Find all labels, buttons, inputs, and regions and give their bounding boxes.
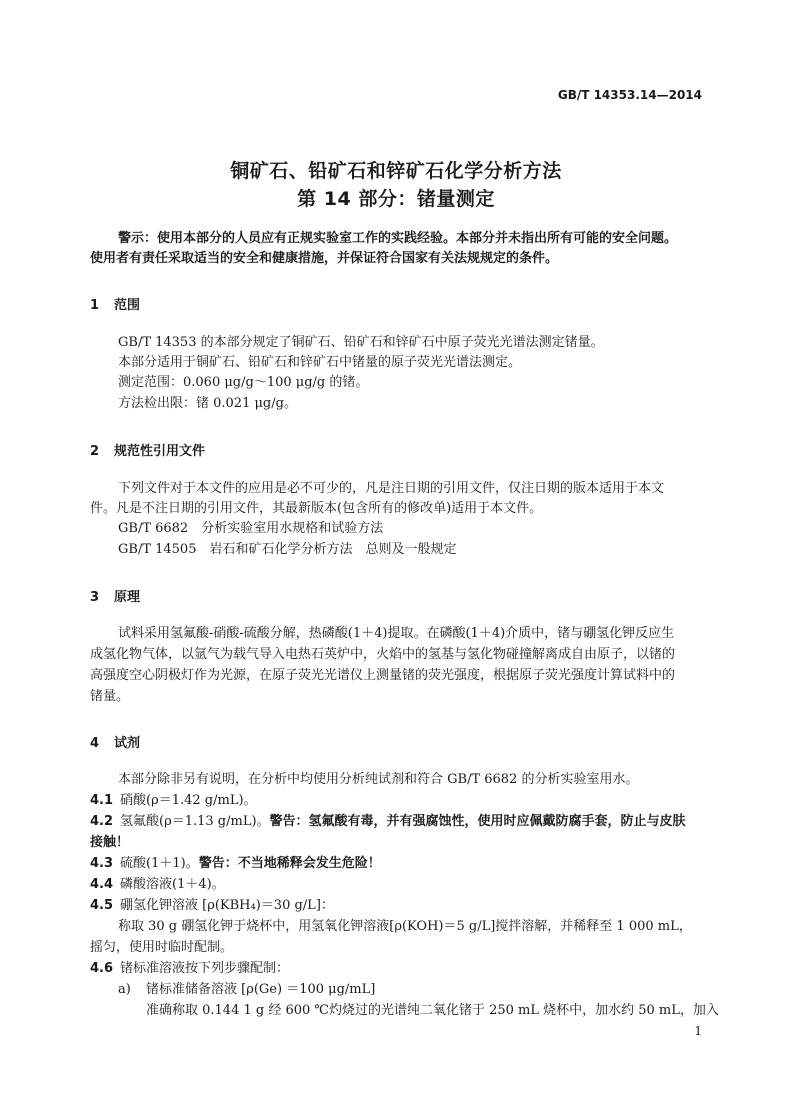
section-1-line1: GB/T 14353 的本部分规定了铜矿石、铅矿石和锌矿石中原子荧光光谱法测定锗量。 [118, 335, 604, 350]
clause-4-5 [90, 899, 334, 912]
standard-code: GB/T 14353.14—2014 [557, 88, 702, 102]
clause-4-6-text: 锗标准溶液按下列步骤配制： [120, 961, 290, 976]
section-1-number: 1 [90, 298, 100, 313]
section-2-line1: 下列文件对于本文件的应用是必不可少的，凡是注日期的引用文件，仅注日期的版本适用于本文 [118, 481, 665, 496]
section-4-intro: 本部分除非另有说明，在分析中均使用分析纯试剂和符合 GB/T 6682 的分析实验室用水。 [118, 772, 639, 787]
clause-4-6-a-line2: 准确称取 0.144 1 g 经 600 ℃灼烧过的光谱纯二氧化锗于 250 mL 烧杯中，加水约 50 mL，加入 [146, 1003, 719, 1018]
clause-4-6-a-label: a) [118, 982, 131, 997]
clause-4-6-a-text: 锗标准储备溶液 [ρ(Ge) ＝100 μg/mL] [146, 982, 376, 997]
clause-4-1-text: 硝酸(ρ＝1.42 g/mL)。 [120, 793, 257, 808]
section-2-title: 规范性引用文件 [114, 444, 206, 459]
clause-4-2-warning-cont: 接触！ [90, 835, 130, 850]
clause-4-4-number: 4.4 [90, 877, 114, 892]
section-3-number: 3 [90, 590, 100, 605]
clause-4-5-line3: 摇匀，使用时临时配制。 [90, 940, 234, 955]
section-1-line3: 测定范围：0.060 μg/g～100 μg/g 的锗。 [118, 375, 369, 390]
section-3-line4: 锗量。 [90, 689, 130, 704]
document-title-line1: 铜矿石、铅矿石和锌矿石化学分析方法 [230, 160, 562, 182]
section-3-heading [90, 586, 140, 605]
section-3-title: 原理 [114, 590, 141, 605]
clause-4-3 [90, 857, 381, 870]
section-2-line2: 件。凡是不注日期的引用文件，其最新版本(包含所有的修改单)适用于本文件。 [90, 501, 543, 516]
section-2-number: 2 [90, 444, 100, 459]
section-1-heading [90, 294, 140, 313]
section-2-heading [90, 440, 205, 459]
clause-4-5-number: 4.5 [90, 898, 114, 913]
clause-4-2-number: 4.2 [90, 814, 114, 829]
section-2-ref2: GB/T 14505 岩石和矿石化学分析方法 总则及一般规定 [118, 542, 457, 557]
clause-4-3-number: 4.3 [90, 856, 114, 871]
section-2-ref1: GB/T 6682 分析实验室用水规格和试验方法 [118, 521, 384, 536]
clause-4-4-text: 磷酸溶液(1＋4)。 [120, 877, 225, 892]
document-title-line2: 第 14 部分：锗量测定 [297, 188, 495, 210]
clause-4-3-text: 硫酸(1＋1)。 [120, 856, 199, 871]
section-1-line2: 本部分适用于铜矿石、铅矿石和锌矿石中锗量的原子荧光光谱法测定。 [118, 355, 522, 370]
clause-4-6-a [118, 983, 375, 996]
section-1-title: 范围 [114, 298, 141, 313]
clause-4-2 [90, 815, 686, 828]
clause-4-1-number: 4.1 [90, 793, 114, 808]
clause-4-4 [90, 878, 225, 891]
clause-4-2-warning: 警告：氢氟酸有毒，并有强腐蚀性，使用时应佩戴防腐手套，防止与皮肤 [269, 814, 686, 829]
section-3-line2: 成氢化物气体，以氩气为载气导入电热石英炉中，火焰中的氢基与氢化物碰撞解离成自由原子，以锗的 [90, 647, 676, 662]
section-1-line4: 方法检出限：锗 0.021 μg/g。 [118, 396, 297, 411]
section-3-line3: 高强度空心阴极灯作为光源，在原子荧光光谱仪上测量锗的荧光强度，根据原子荧光强度计算试料中的 [90, 668, 676, 683]
warning-line1: 警示：使用本部分的人员应有正规实验室工作的实践经验。本部分并未指出所有可能的安全问题。 [118, 231, 678, 246]
clause-4-1 [90, 794, 257, 807]
page-number: 1 [694, 1024, 702, 1038]
section-4-number: 4 [90, 736, 100, 751]
clause-4-3-warning: 警告：不当地稀释会发生危险！ [198, 856, 381, 871]
section-4-title: 试剂 [114, 736, 141, 751]
section-4-heading [90, 732, 140, 751]
clause-4-6-number: 4.6 [90, 961, 114, 976]
section-3-line1: 试料采用氢氟酸-硝酸-硫酸分解，热磷酸(1＋4)提取。在磷酸(1＋4)介质中，锗与硼氢化钾反应生 [118, 626, 675, 641]
clause-4-5-text: 硼氢化钾溶液 [ρ(KBH₄)＝30 g/L]： [120, 898, 334, 913]
clause-4-6 [90, 962, 289, 975]
warning-line2: 使用者有责任采取适当的安全和健康措施，并保证符合国家有关法规规定的条件。 [90, 251, 559, 266]
clause-4-2-text: 氢氟酸(ρ＝1.13 g/mL)。 [120, 814, 270, 829]
clause-4-5-line2: 称取 30 g 硼氢化钾于烧杯中，用氢氧化钾溶液[ρ(KOH)＝5 g/L]搅拌溶解，并稀释至 1 000 mL， [118, 919, 692, 934]
